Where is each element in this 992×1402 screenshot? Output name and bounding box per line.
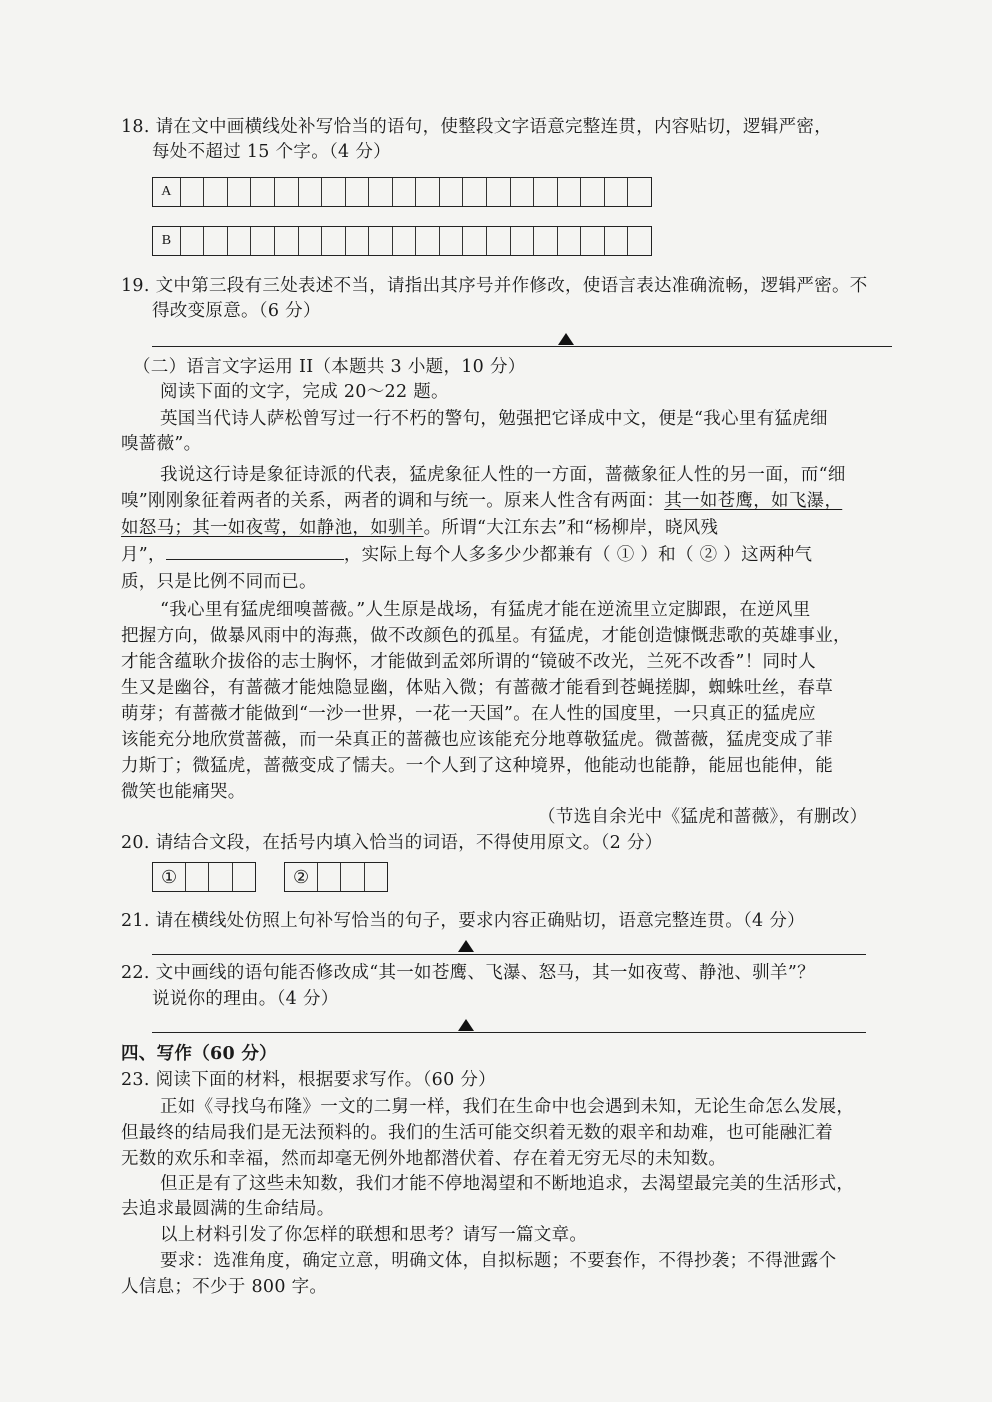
passage-source: （节选自余光中《猛虎和蔷薇》，有删改） (538, 807, 868, 827)
grid-cell[interactable] (486, 227, 510, 255)
grid-cell[interactable] (364, 863, 387, 891)
grid-cell[interactable] (208, 863, 231, 891)
q18-line2: 每处不超过 15 个字。（4 分） (152, 142, 391, 162)
grid-cell[interactable] (533, 227, 557, 255)
material-p1-line3: 无数的欢乐和幸福，然而却毫无例外地都潜伏着、存在着无穷无尽的未知数。 (121, 1149, 727, 1169)
grid-cell[interactable] (486, 178, 510, 206)
grid-cell[interactable] (557, 178, 581, 206)
grid-cell[interactable] (392, 178, 416, 206)
q19-answer-line[interactable] (152, 346, 892, 347)
grid-cell[interactable] (368, 178, 392, 206)
material-p2-line1: 但正是有了这些未知数，我们才能不停地渴望和不断地追求，去渴望最完美的生活形式， (160, 1174, 855, 1194)
grid-cell[interactable] (321, 178, 345, 206)
grid-cell[interactable] (627, 227, 651, 255)
grid-cell[interactable] (462, 178, 486, 206)
material-p2-line2: 去追求最圆满的生命结局。 (121, 1199, 335, 1219)
grid-cell[interactable] (439, 227, 463, 255)
grid-cell[interactable] (345, 227, 369, 255)
grid-cell[interactable] (415, 227, 439, 255)
grid-cell[interactable] (415, 178, 439, 206)
p2-line4-end: ，实际上每个人多多少少都兼有（ ① ）和（ ② ）这两种气 (343, 545, 813, 565)
grid-cell[interactable] (368, 227, 392, 255)
passage-p3-line7: 力斯丁；微猛虎，蔷薇变成了懦夫。一个人到了这种境界，他能动也能静，能屈也能伸，能 (121, 756, 833, 776)
passage-p2-line5: 质，只是比例不同而已。 (121, 572, 317, 592)
passage-p3-line4: 生又是幽谷，有蔷薇才能烛隐显幽，体贴入微；有蔷薇才能看到苍蝇搓脚，蜘蛛吐丝，春草 (121, 678, 833, 698)
q20-answer-box-2[interactable] (284, 862, 388, 892)
section4-title: 四、写作（60 分） (121, 1044, 277, 1064)
grid-cell[interactable] (557, 227, 581, 255)
grid-cell[interactable] (203, 178, 227, 206)
grid-cell[interactable] (533, 178, 557, 206)
q21-text: 21. 请在横线处仿照上句补写恰当的句子，要求内容正确贴切，语意完整连贯。（4 分） (121, 911, 805, 931)
section2-instruction: 阅读下面的文字，完成 20～22 题。 (160, 382, 449, 402)
answer-grid-b[interactable] (152, 226, 652, 256)
grid-cell[interactable] (604, 227, 628, 255)
q22-line2: 说说你的理由。（4 分） (152, 989, 339, 1009)
underlined-sentence-part2: 如怒马；其一如夜莺，如静池，如驯羊 (121, 518, 424, 538)
grid-cell[interactable] (340, 863, 363, 891)
passage-p3-line6: 该能充分地欣赏蔷薇，而一朵真正的蔷薇也应该能充分地尊敬猛虎。微蔷薇，猛虎变成了菲 (121, 730, 833, 750)
grid-cell[interactable] (180, 178, 204, 206)
q19-line2: 得改变原意。（6 分） (152, 301, 321, 321)
grid-cell[interactable] (510, 227, 534, 255)
passage-p1-line1: 英国当代诗人萨松曾写过一行不朽的警句，勉强把它译成中文，便是“我心里有猛虎细 (160, 409, 828, 429)
grid-cell[interactable] (185, 863, 208, 891)
grid-cell[interactable] (274, 178, 298, 206)
passage-p3-line2: 把握方向，做暴风雨中的海燕，做不改颜色的孤星。有猛虎，才能创造慷慨悲歌的英雄事业， (121, 626, 851, 646)
answer-marker-triangle (458, 940, 474, 952)
material-p1-line2: 但最终的结局我们是无法预料的。我们的生活可能交织着无数的艰辛和劫难，也可能融汇着 (121, 1123, 833, 1143)
material-p1-line1: 正如《寻找乌布隆》一文的二舅一样，我们在生命中也会遇到未知，无论生命怎么发展， (160, 1097, 855, 1117)
grid-a-label: A (161, 184, 172, 199)
q22-line1: 22. 文中画线的语句能否修改成“其一如苍鹰、飞瀑、怒马，其一如夜莺、静池、驯羊”？ (121, 963, 815, 983)
grid-cell[interactable] (298, 227, 322, 255)
grid-cell[interactable] (250, 178, 274, 206)
material-p3: 以上材料引发了你怎样的联想和思考？请写一篇文章。 (160, 1225, 588, 1245)
grid-cell[interactable] (392, 227, 416, 255)
q23-text: 23. 阅读下面的材料，根据要求写作。（60 分） (121, 1070, 496, 1090)
q20-text: 20. 请结合文段，在括号内填入恰当的词语，不得使用原文。（2 分） (121, 833, 663, 853)
grid-b-label: B (161, 233, 172, 248)
p2-line4-start: 月”， (121, 545, 166, 565)
passage-p2-line2 (121, 490, 842, 512)
grid-cell[interactable] (627, 178, 651, 206)
grid-cell[interactable] (580, 178, 604, 206)
grid-cell[interactable] (345, 178, 369, 206)
grid-cell[interactable] (321, 227, 345, 255)
grid-cell[interactable] (604, 178, 628, 206)
box2-label: ② (292, 866, 310, 888)
answer-marker-triangle (458, 1019, 474, 1031)
grid-cell[interactable] (580, 227, 604, 255)
q19-line1: 19. 文中第三段有三处表述不当，请指出其序号并作修改，使语言表达准确流畅，逻辑严密。不 (121, 276, 868, 296)
answer-marker-triangle (558, 333, 574, 345)
passage-p2-line1: 我说这行诗是象征诗派的代表，猛虎象征人性的一方面，蔷薇象征人性的另一面，而“细 (160, 465, 846, 485)
grid-cell[interactable] (227, 227, 251, 255)
passage-p2-line3 (121, 517, 718, 539)
grid-cell[interactable] (298, 178, 322, 206)
answer-grid-a[interactable] (152, 177, 652, 207)
requirements-line2: 人信息；不少于 800 字。 (121, 1277, 328, 1297)
grid-cell[interactable] (510, 178, 534, 206)
grid-cell[interactable] (462, 227, 486, 255)
grid-cell[interactable] (227, 178, 251, 206)
grid-cell[interactable] (180, 227, 204, 255)
passage-p3-line1: “我心里有猛虎细嗅蔷薇。”人生原是战场，有猛虎才能在逆流里立定脚跟，在逆风里 (160, 600, 811, 620)
q22-answer-line[interactable] (152, 1032, 866, 1033)
p2-line3-text: 。所谓“大江东去”和“杨柳岸，晓风残 (423, 518, 719, 538)
section2-title: （二）语言文字运用 II（本题共 3 小题，10 分） (133, 357, 526, 377)
grid-cell[interactable] (250, 227, 274, 255)
passage-p2-line4 (121, 544, 812, 566)
grid-cell[interactable] (439, 178, 463, 206)
requirements-line1: 要求：选准角度，确定立意，明确文体，自拟标题；不要套作，不得抄袭；不得泄露个 (160, 1251, 837, 1271)
q21-answer-line[interactable] (152, 954, 866, 955)
passage-p3-line8: 微笑也能痛哭。 (121, 782, 246, 802)
box1-label: ① (160, 866, 178, 888)
passage-p1-line2: 嗅蔷薇”。 (121, 434, 202, 454)
grid-cell[interactable] (317, 863, 340, 891)
grid-cell[interactable] (203, 227, 227, 255)
grid-cell[interactable] (232, 863, 255, 891)
passage-p3-line3: 才能含蕴耿介拔俗的志士胸怀，才能做到孟郊所谓的“镜破不改光，兰死不改香”！同时人 (121, 652, 816, 672)
passage-p3-line5: 萌芽；有蔷薇才能做到“一沙一世界，一花一天国”。在人性的国度里，一只真正的猛虎应 (121, 704, 816, 724)
p2-line2-text: 嗅”刚刚象征着两者的关系，两者的调和与统一。原来人性含有两面： (121, 491, 665, 511)
underlined-sentence-part1: 其一如苍鹰，如飞瀑， (664, 491, 843, 511)
grid-cell[interactable] (274, 227, 298, 255)
fill-in-blank-line[interactable] (166, 544, 344, 560)
q18-line1: 18. 请在文中画横线处补写恰当的语句，使整段文字语意完整连贯，内容贴切，逻辑严密， (121, 117, 832, 137)
q20-answer-box-1[interactable] (152, 862, 256, 892)
